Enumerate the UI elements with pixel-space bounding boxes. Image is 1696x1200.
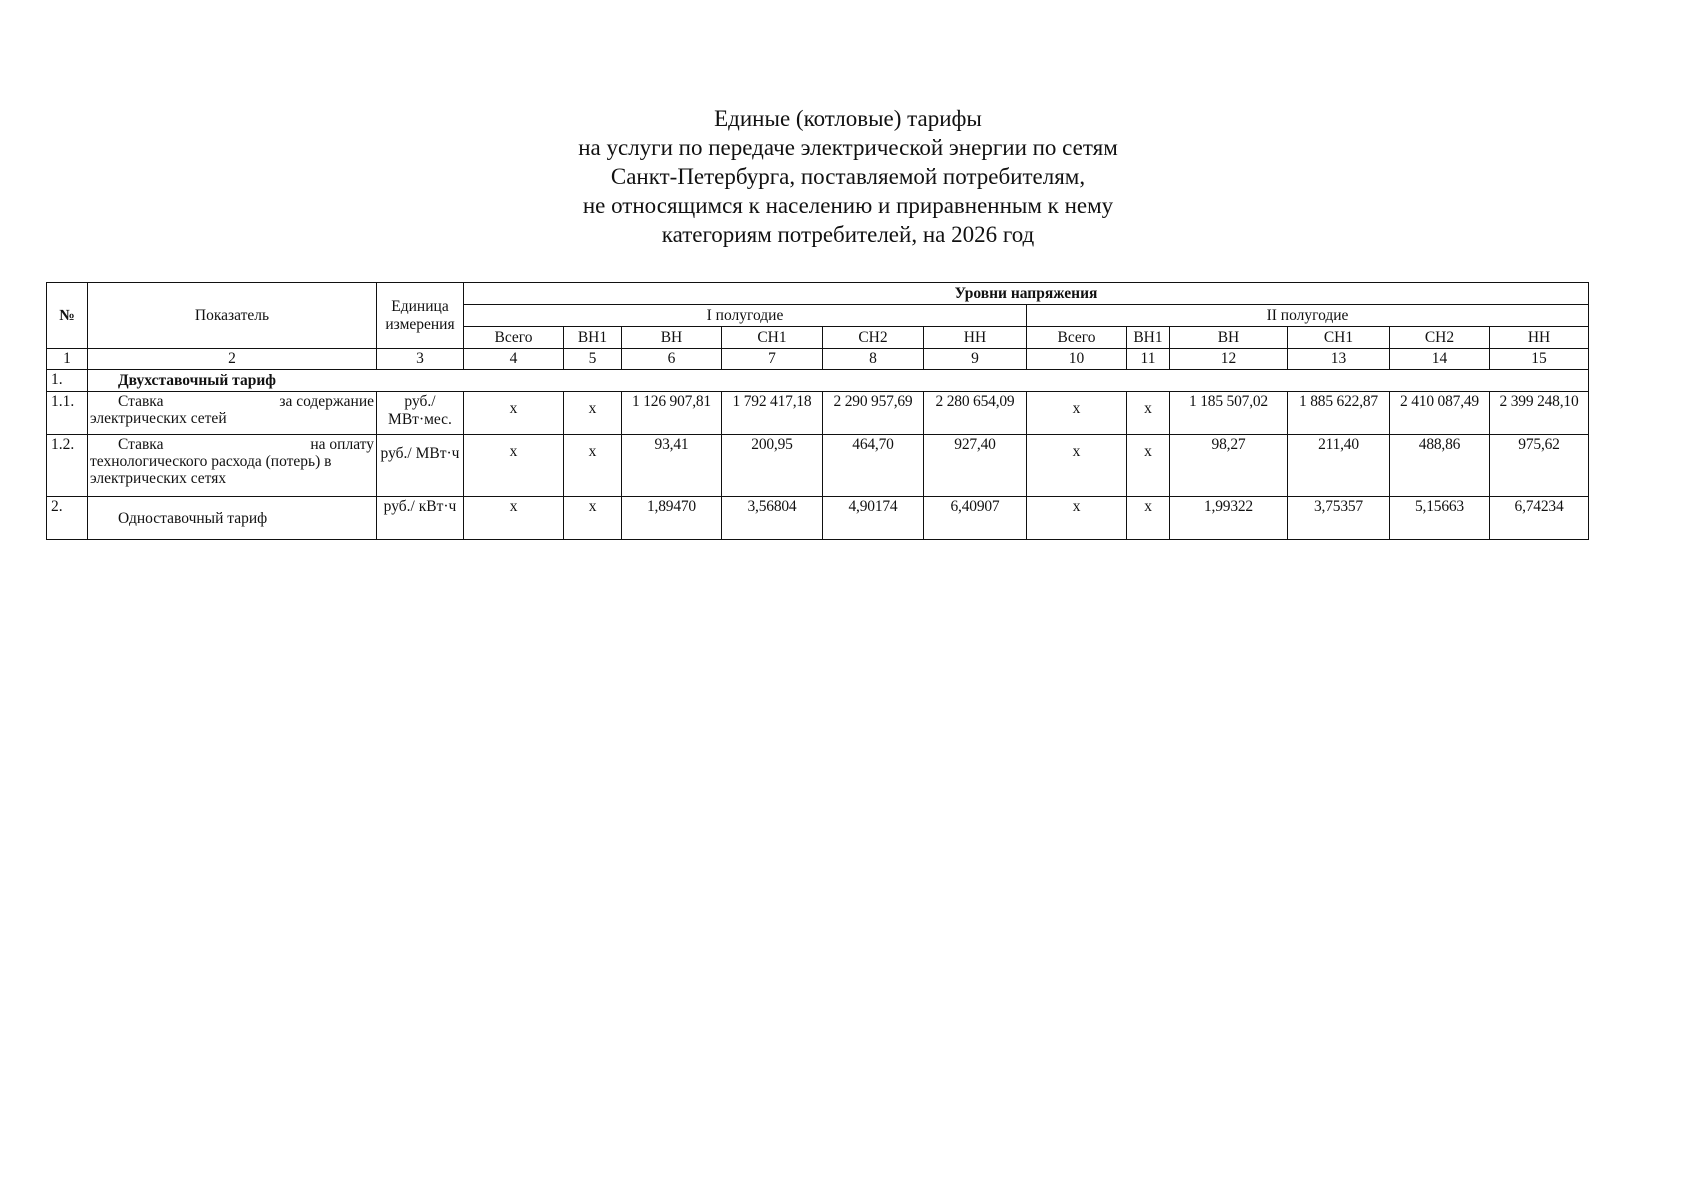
row-unit: руб./ МВт·ч xyxy=(377,435,464,497)
row-indicator xyxy=(88,435,377,497)
value-cell: 1 126 907,81 xyxy=(622,392,722,435)
column-number: 9 xyxy=(924,349,1027,370)
value-cell: 211,40 xyxy=(1288,435,1390,497)
value-cell: 927,40 xyxy=(924,435,1027,497)
value-cell: x xyxy=(564,497,622,540)
value-cell: 1,89470 xyxy=(622,497,722,540)
value-cell: x xyxy=(1127,435,1170,497)
value-cell: x xyxy=(464,392,564,435)
indicator-word: Ставка xyxy=(118,393,164,410)
value-cell: 5,15663 xyxy=(1390,497,1490,540)
value-cell: 1 792 417,18 xyxy=(722,392,823,435)
value-cell: 2 410 087,49 xyxy=(1390,392,1490,435)
value-cell: x xyxy=(1027,497,1127,540)
row-no: 2. xyxy=(47,497,88,540)
header-level: СН1 xyxy=(1288,327,1390,349)
value-cell: x xyxy=(564,392,622,435)
header-level: Всего xyxy=(1027,327,1127,349)
column-number: 15 xyxy=(1490,349,1589,370)
header-unit: Единица измерения xyxy=(377,283,464,349)
row-unit: руб./ кВт·ч xyxy=(377,497,464,540)
column-number: 11 xyxy=(1127,349,1170,370)
value-cell: x xyxy=(564,435,622,497)
value-cell: 4,90174 xyxy=(823,497,924,540)
document-title xyxy=(0,104,1696,249)
row-unit: руб./ МВт·мес. xyxy=(377,392,464,435)
header-voltage-levels: Уровни напряжения xyxy=(464,283,1589,305)
tariff-table xyxy=(46,282,1589,540)
value-cell: 2 290 957,69 xyxy=(823,392,924,435)
indicator-word: Ставка xyxy=(118,436,164,453)
value-cell: 6,74234 xyxy=(1490,497,1589,540)
column-number: 6 xyxy=(622,349,722,370)
header-no: № xyxy=(47,283,88,349)
column-number: 3 xyxy=(377,349,464,370)
value-cell: 488,86 xyxy=(1390,435,1490,497)
column-number: 14 xyxy=(1390,349,1490,370)
value-cell: 2 280 654,09 xyxy=(924,392,1027,435)
column-number: 1 xyxy=(47,349,88,370)
column-number: 8 xyxy=(823,349,924,370)
header-level: Всего xyxy=(464,327,564,349)
indicator-word: за содержание xyxy=(279,393,374,410)
section-row xyxy=(47,370,1589,392)
header-level: СН1 xyxy=(722,327,823,349)
value-cell: x xyxy=(464,497,564,540)
value-cell: x xyxy=(1127,392,1170,435)
row-no: 1.2. xyxy=(47,435,88,497)
value-cell: 98,27 xyxy=(1170,435,1288,497)
title-line-2: на услуги по передаче электрической энергии по сетям xyxy=(578,135,1118,160)
title-line-1: Единые (котловые) тарифы xyxy=(714,106,982,131)
column-number: 2 xyxy=(88,349,377,370)
value-cell: 1,99322 xyxy=(1170,497,1288,540)
value-cell: x xyxy=(464,435,564,497)
value-cell: 3,75357 xyxy=(1288,497,1390,540)
value-cell: x xyxy=(1127,497,1170,540)
header-level: ВН1 xyxy=(564,327,622,349)
column-number: 5 xyxy=(564,349,622,370)
value-cell: 200,95 xyxy=(722,435,823,497)
header-level: НН xyxy=(1490,327,1589,349)
table-row xyxy=(47,392,1589,435)
row-indicator: Одноставочный тариф xyxy=(88,497,377,540)
header-level: СН2 xyxy=(823,327,924,349)
indicator-word: на оплату xyxy=(310,436,374,453)
section-label: Двухставочный тариф xyxy=(88,370,1589,392)
value-cell: 3,56804 xyxy=(722,497,823,540)
column-number: 12 xyxy=(1170,349,1288,370)
indicator-rest: электрических сетей xyxy=(90,410,227,427)
column-number: 4 xyxy=(464,349,564,370)
column-number: 13 xyxy=(1288,349,1390,370)
row-no: 1.1. xyxy=(47,392,88,435)
table-row xyxy=(47,435,1589,497)
column-number: 7 xyxy=(722,349,823,370)
header-level: ВН1 xyxy=(1127,327,1170,349)
value-cell: 2 399 248,10 xyxy=(1490,392,1589,435)
section-no: 1. xyxy=(47,370,88,392)
header-half-1: I полугодие xyxy=(464,305,1027,327)
value-cell: x xyxy=(1027,435,1127,497)
title-line-3: Санкт-Петербурга, поставляемой потребителям, xyxy=(610,164,1086,189)
value-cell: 975,62 xyxy=(1490,435,1589,497)
header-level: ВН xyxy=(622,327,722,349)
title-line-5: категориям потребителей, на 2026 год xyxy=(661,222,1035,247)
column-number: 10 xyxy=(1027,349,1127,370)
indicator-rest: технологического расхода (потерь) в электрических сетях xyxy=(90,453,332,487)
value-cell: 1 185 507,02 xyxy=(1170,392,1288,435)
header-half-2: II полугодие xyxy=(1027,305,1589,327)
header-level: СН2 xyxy=(1390,327,1490,349)
row-indicator xyxy=(88,392,377,435)
header-indicator: Показатель xyxy=(88,283,377,349)
header-level: НН xyxy=(924,327,1027,349)
table-row xyxy=(47,497,1589,540)
value-cell: 464,70 xyxy=(823,435,924,497)
value-cell: 6,40907 xyxy=(924,497,1027,540)
value-cell: x xyxy=(1027,392,1127,435)
value-cell: 93,41 xyxy=(622,435,722,497)
value-cell: 1 885 622,87 xyxy=(1288,392,1390,435)
title-line-4: не относящимся к населению и приравненным к нему xyxy=(582,193,1114,218)
header-level: ВН xyxy=(1170,327,1288,349)
